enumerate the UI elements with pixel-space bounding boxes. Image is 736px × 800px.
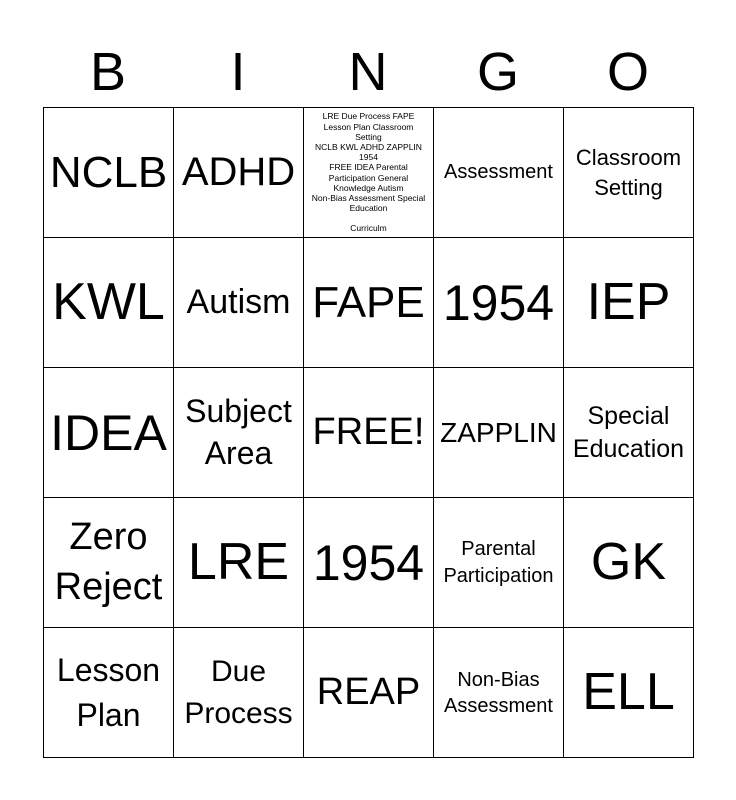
cell-r4c1[interactable]: Zero Reject [43,497,174,628]
cell-r5c3[interactable]: REAP [303,627,434,758]
cell-r3c5[interactable]: Special Education [563,367,694,498]
cell-r3c2[interactable]: Subject Area [173,367,304,498]
cell-r2c3[interactable]: FAPE [303,237,434,368]
header-letter-b: B [89,42,127,102]
cell-r5c2[interactable]: Due Process [173,627,304,758]
header-letter-g: G [476,42,519,102]
bingo-grid [43,107,693,757]
cell-r4c2[interactable]: LRE [173,497,304,628]
cell-r1c4[interactable]: Assessment [433,107,564,238]
header-letter-n: N [348,42,388,102]
word-list-text: LRE Due Process FAPE Lesson Plan Classroom Setting NCLB KWL ADHD ZAPPLIN 1954 FREE IDEA Parental Participation General Knowledge Autism Non-Bias Assessment Special Education Curriculm [311,111,426,234]
cell-r5c4[interactable]: Non-Bias Assessment [433,627,564,758]
cell-r1c5[interactable]: Classroom Setting [563,107,694,238]
cell-r2c4[interactable]: 1954 [433,237,564,368]
cell-r1c3-word-list[interactable] [303,107,434,238]
cell-r4c3[interactable]: 1954 [303,497,434,628]
header-letter-i: I [230,42,246,102]
cell-r3c3[interactable]: FREE! [303,367,434,498]
cell-r1c1[interactable]: NCLB [43,107,174,238]
bingo-header [43,40,693,104]
cell-r4c5[interactable]: GK [563,497,694,628]
cell-r2c2[interactable]: Autism [173,237,304,368]
cell-r1c2[interactable]: ADHD [173,107,304,238]
header-letter-o: O [606,42,649,102]
cell-r4c4[interactable]: Parental Participation [433,497,564,628]
cell-r2c1[interactable]: KWL [43,237,174,368]
cell-r2c5[interactable]: IEP [563,237,694,368]
cell-r5c5[interactable]: ELL [563,627,694,758]
cell-r3c1[interactable]: IDEA [43,367,174,498]
cell-r5c1[interactable]: Lesson Plan [43,627,174,758]
cell-r3c4[interactable]: ZAPPLIN [433,367,564,498]
